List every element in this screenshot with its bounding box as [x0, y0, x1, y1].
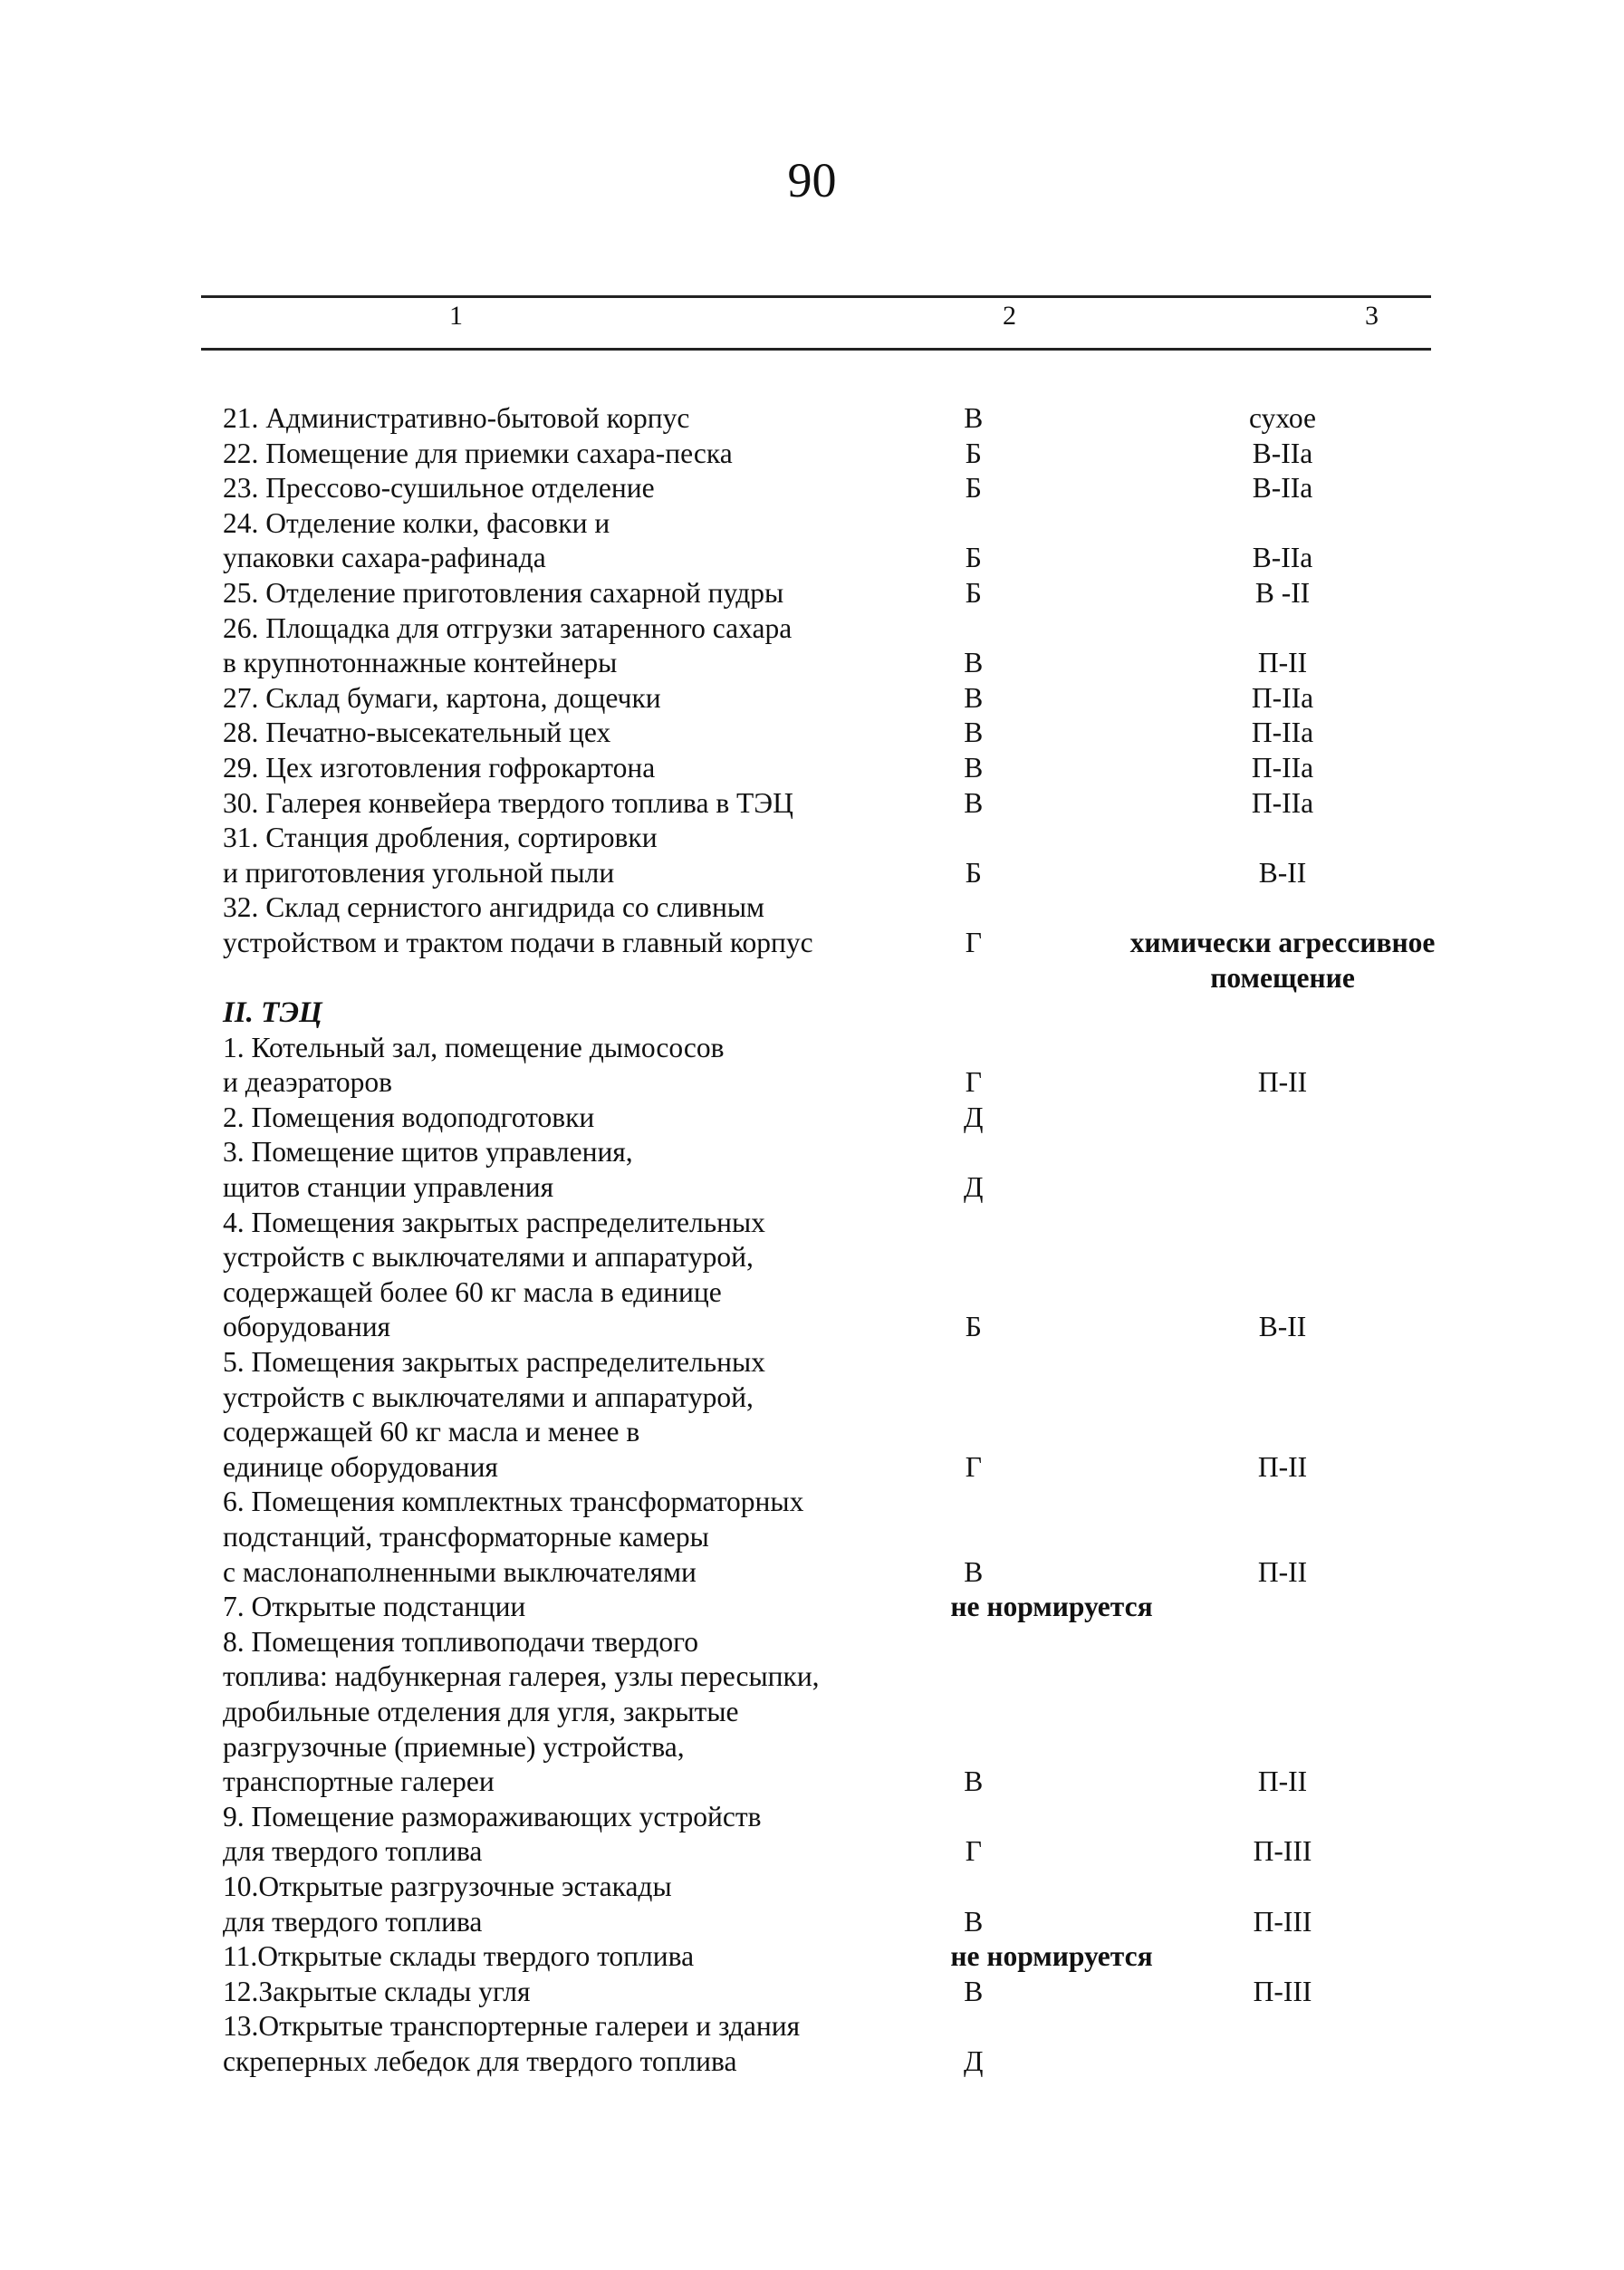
table-row [223, 961, 1491, 996]
table-row [223, 681, 1491, 717]
category [866, 890, 1074, 926]
not-regulated-note: не нормируется [950, 1940, 1153, 1973]
zone-class [1074, 890, 1491, 926]
category [866, 1695, 1074, 1730]
premises-name: 27. Склад бумаги, картона, дощечки [223, 681, 661, 714]
category [866, 2009, 1074, 2044]
zone-class [1074, 506, 1491, 542]
table-row [223, 506, 1491, 542]
category [866, 1520, 1074, 1555]
category [866, 1625, 1074, 1660]
category [866, 961, 1074, 996]
category: Б [965, 856, 982, 889]
table-row [223, 1065, 1491, 1101]
category [866, 611, 1074, 647]
category: Г [965, 1450, 982, 1483]
category: Б [965, 1311, 982, 1343]
table-row [223, 821, 1491, 856]
zone-class [1074, 1345, 1491, 1380]
table-row [223, 1485, 1491, 1520]
zone-class [1074, 1170, 1491, 1206]
premises-name: 7. Открытые подстанции [223, 1591, 526, 1623]
zone-class: П-II [1257, 1066, 1308, 1099]
premises-name: топлива: надбункерная галерея, узлы пересыпки, [223, 1660, 820, 1693]
category [866, 1870, 1074, 1905]
category: В [964, 1765, 984, 1798]
zone-class: В-IIа [1252, 542, 1313, 574]
zone-class [1074, 1800, 1491, 1835]
zone-class: П-II [1257, 1765, 1308, 1798]
table-row [223, 926, 1491, 961]
premises-name: оборудования [223, 1311, 391, 1343]
category: Г [965, 1835, 982, 1868]
premises-name: 11.Открытые склады твердого топлива [223, 1940, 695, 1973]
table-row [223, 437, 1491, 472]
premises-name: устройством и трактом подачи в главный корпус [223, 926, 813, 958]
table-row [223, 751, 1491, 786]
category: Д [964, 1171, 984, 1204]
category [866, 506, 1074, 542]
section-heading-row [223, 996, 1491, 1031]
zone-class [1074, 1101, 1491, 1136]
zone-class: химически агрессивное [1129, 926, 1436, 958]
table-row [223, 1031, 1491, 1066]
table-row [223, 1310, 1491, 1345]
premises-name: подстанций, трансформаторные камеры [223, 1521, 709, 1553]
zone-class [1074, 1625, 1491, 1660]
category [866, 1800, 1074, 1835]
premises-name: устройств с выключателями и аппаратурой, [223, 1380, 754, 1413]
zone-class [1074, 1659, 1491, 1695]
premises-name: 12.Закрытые склады угля [223, 1975, 531, 2007]
premises-name: 2. Помещения водоподготовки [223, 1101, 595, 1133]
table-row [223, 1939, 1491, 1975]
category [866, 1135, 1074, 1170]
premises-name: 31. Станция дробления, сортировки [223, 822, 658, 854]
table-row [223, 1834, 1491, 1870]
table-row [223, 2009, 1491, 2044]
premises-name: 30. Галерея конвейера твердого топлива в ТЭЦ [223, 786, 793, 819]
category: Г [965, 1066, 982, 1099]
premises-name: в крупнотоннажные контейнеры [223, 647, 618, 679]
zone-class [1074, 1870, 1491, 1905]
zone-class [1074, 1135, 1491, 1170]
zone-class: В-IIа [1252, 437, 1313, 469]
zone-class: П-III [1253, 1835, 1312, 1868]
category: В [964, 681, 984, 714]
table-row [223, 1415, 1491, 1450]
premises-name: транспортные галереи [223, 1765, 495, 1798]
premises-name: 26. Площадка для отгрузки затаренного сахара [223, 611, 793, 644]
zone-class: П-III [1253, 1975, 1312, 2007]
premises-name: 25. Отделение приготовления сахарной пудры [223, 576, 784, 609]
zone-class: П-IIа [1251, 717, 1314, 749]
premises-name: с маслонаполненными выключателями [223, 1555, 697, 1588]
table-row [223, 786, 1491, 822]
premises-name: 5. Помещения закрытых распределительных [223, 1346, 765, 1379]
premises-name: единице оборудования [223, 1450, 498, 1483]
premises-name: 4. Помещения закрытых распределительных [223, 1206, 765, 1238]
table-row [223, 716, 1491, 751]
category [866, 1485, 1074, 1520]
zone-class [1074, 1695, 1491, 1730]
table-row [223, 1555, 1491, 1591]
premises-name: 21. Административно-бытовой корпус [223, 402, 690, 434]
zone-class [1074, 1415, 1491, 1450]
premises-name: устройств с выключателями и аппаратурой, [223, 1241, 754, 1274]
table-header-top-rule [201, 295, 1431, 298]
table-row [223, 1590, 1491, 1625]
category [866, 1031, 1074, 1066]
table-row [223, 1905, 1491, 1940]
zone-class: П-IIа [1251, 786, 1314, 819]
table-row [223, 1135, 1491, 1170]
table-row [223, 611, 1491, 647]
category [866, 1206, 1074, 1241]
table-row [223, 471, 1491, 506]
header-col-3: 3 [1365, 301, 1379, 331]
category: В [964, 717, 984, 749]
category [866, 1415, 1074, 1450]
premises-name: скреперных лебедок для твердого топлива [223, 2044, 737, 2077]
category: В [964, 1555, 984, 1588]
zone-class [1074, 611, 1491, 647]
premises-name: 1. Котельный зал, помещение дымососов [223, 1031, 725, 1063]
header-col-1: 1 [449, 301, 463, 331]
table-row [223, 856, 1491, 891]
table-row [223, 646, 1491, 681]
zone-class [1074, 1730, 1491, 1765]
category: В [964, 751, 984, 784]
zone-class: В-II [1258, 856, 1307, 889]
zone-class [1074, 1275, 1491, 1311]
category: Б [965, 542, 982, 574]
premises-name: упаковки сахара-рафинада [223, 542, 546, 574]
table-row [223, 1206, 1491, 1241]
zone-class [1074, 2044, 1491, 2080]
zone-class [1074, 821, 1491, 856]
category [866, 1730, 1074, 1765]
table-row [223, 541, 1491, 576]
premises-name: 8. Помещения топливоподачи твердого [223, 1625, 699, 1658]
category: В [964, 1975, 984, 2007]
not-regulated-note: не нормируется [950, 1591, 1153, 1623]
premises-name: и деаэраторов [223, 1066, 393, 1099]
premises-name: 29. Цех изготовления гофрокартона [223, 751, 656, 784]
header-col-2: 2 [1003, 301, 1016, 331]
table-row [223, 1345, 1491, 1380]
table-row [223, 1800, 1491, 1835]
premises-name: разгрузочные (приемные) устройства, [223, 1730, 685, 1763]
table-row [223, 1520, 1491, 1555]
premises-name: содержащей 60 кг масла и менее в [223, 1416, 640, 1448]
table-row [223, 1730, 1491, 1765]
category: Д [964, 1101, 984, 1133]
table-row [223, 1975, 1491, 2010]
zone-class [1074, 2009, 1491, 2044]
zone-class [1074, 1380, 1491, 1416]
zone-class: П-II [1257, 1450, 1308, 1483]
table-row [223, 1659, 1491, 1695]
category: Б [965, 576, 982, 609]
premises-name: 28. Печатно-высекательный цех [223, 717, 611, 749]
premises-name [223, 961, 866, 996]
category: Д [964, 2044, 984, 2077]
zone-class [1074, 1240, 1491, 1275]
category: Г [965, 926, 982, 958]
premises-name: и приготовления угольной пыли [223, 856, 615, 889]
table-row [223, 1240, 1491, 1275]
zone-class: П-II [1257, 1555, 1308, 1588]
section-heading: II. ТЭЦ [223, 996, 322, 1030]
premises-name: 6. Помещения комплектных трансформаторных [223, 1486, 804, 1518]
zone-class [1074, 1031, 1491, 1066]
premises-name: 24. Отделение колки, фасовки и [223, 506, 610, 539]
table-row [223, 401, 1491, 437]
zone-class: сухое [1249, 402, 1316, 434]
table-row [223, 1870, 1491, 1905]
category: В [964, 647, 984, 679]
table-row [223, 576, 1491, 611]
premises-name: дробильные отделения для угля, закрытые [223, 1695, 739, 1727]
zone-class: П-II [1257, 647, 1308, 679]
premises-name: щитов станции управления [223, 1171, 554, 1204]
table-row [223, 890, 1491, 926]
table-header-bottom-rule [201, 348, 1431, 351]
category: В [964, 786, 984, 819]
premises-name: содержащей более 60 кг масла в единице [223, 1275, 722, 1308]
premises-name: 13.Открытые транспортерные галереи и здания [223, 2010, 801, 2043]
zone-class: В-II [1258, 1311, 1307, 1343]
zone-class: помещение [1210, 961, 1355, 994]
zone-class: В-IIа [1252, 472, 1313, 505]
table-row [223, 1380, 1491, 1416]
zone-class: П-III [1253, 1905, 1312, 1938]
zone-class [1074, 1206, 1491, 1241]
zone-class: В -II [1254, 576, 1311, 609]
page-number: 90 [787, 153, 837, 207]
category [866, 1345, 1074, 1380]
zone-class [1074, 1520, 1491, 1555]
premises-name: 3. Помещение щитов управления, [223, 1136, 633, 1169]
category [866, 821, 1074, 856]
category: Б [965, 437, 982, 469]
zone-class [1074, 1485, 1491, 1520]
premises-name: 23. Прессово-сушильное отделение [223, 472, 655, 505]
premises-name: для твердого топлива [223, 1905, 483, 1938]
table-row [223, 1275, 1491, 1311]
table-row [223, 1101, 1491, 1136]
zone-class: П-IIа [1251, 751, 1314, 784]
zone-class: П-IIа [1251, 681, 1314, 714]
category: В [964, 1905, 984, 1938]
premises-name: 10.Открытые разгрузочные эстакады [223, 1870, 672, 1902]
table-row [223, 2044, 1491, 2080]
table-row [223, 1625, 1491, 1660]
category [866, 1240, 1074, 1275]
category [866, 1659, 1074, 1695]
premises-name: 9. Помещение размораживающих устройств [223, 1800, 762, 1832]
table-row [223, 1765, 1491, 1800]
category: Б [965, 472, 982, 505]
table-body [223, 401, 1491, 2080]
table-row [223, 1450, 1491, 1486]
table-row [223, 1695, 1491, 1730]
premises-name: 22. Помещение для приемки сахара-песка [223, 437, 733, 469]
table-row [223, 1170, 1491, 1206]
category: В [964, 402, 984, 434]
category [866, 1380, 1074, 1416]
premises-name: 32. Склад сернистого ангидрида со сливным [223, 891, 764, 924]
category [866, 1275, 1074, 1311]
premises-name: для твердого топлива [223, 1835, 483, 1868]
